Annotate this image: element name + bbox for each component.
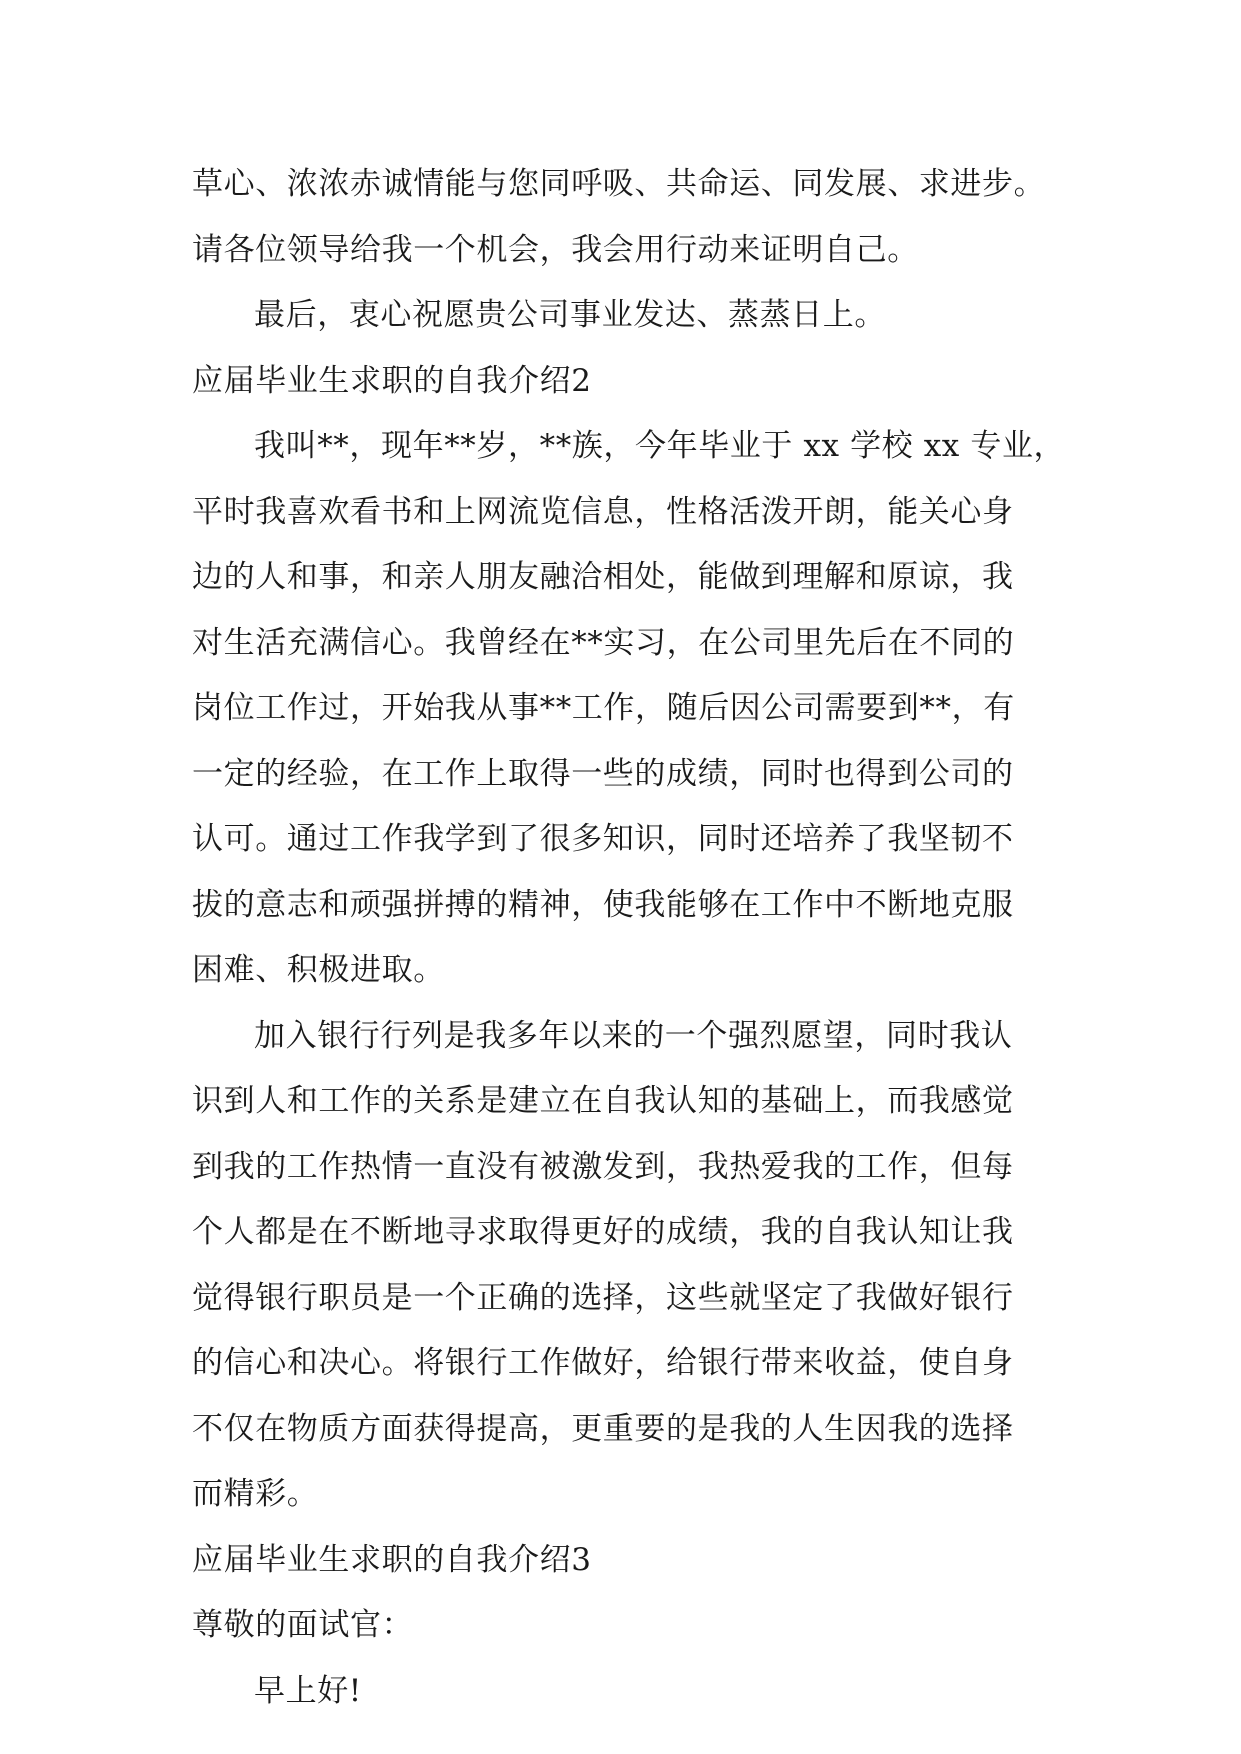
text-line: 请各位领导给我一个机会，我会用行动来证明自己。 (192, 231, 919, 268)
greeting: 早上好! (254, 1672, 362, 1709)
text-line: 边的人和事，和亲人朋友融洽相处，能做到理解和原谅，我 (192, 559, 1014, 595)
text-line: 一定的经验，在工作上取得一些的成绩，同时也得到公司的 (192, 755, 1014, 792)
text-line: 困难、积极进取。 (192, 952, 445, 988)
text-line: 的信心和决心。将银行工作做好，给银行带来收益，使自身 (192, 1345, 1014, 1381)
salutation: 尊敬的面试官： (192, 1607, 414, 1643)
text-line: 加入银行行列是我多年以来的一个强烈愿望，同时我认 (254, 1017, 1013, 1054)
section-2-paragraph-1-continued (192, 480, 1052, 1004)
closing-wish-paragraph: 最后，衷心祝愿贵公司事业发达、蒸蒸日上。 (254, 297, 886, 333)
section-2-paragraph-2-continued (192, 1069, 1052, 1528)
text-line: 不仅在物质方面获得提高，更重要的是我的人生因我的选择 (192, 1410, 1014, 1447)
section-3-heading: 应届毕业生求职的自我介绍3 (192, 1541, 592, 1578)
text-line: 而精彩。 (192, 1476, 319, 1512)
text-line: 草心、浓浓赤诚情能与您同呼吸、共命运、同发展、求进步。 (192, 166, 1046, 202)
text-line: 我叫**，现年**岁，**族，今年毕业于 xx 学校 xx 专业， (254, 428, 1066, 464)
text-line: 到我的工作热情一直没有被激发到，我热爱我的工作，但每 (192, 1148, 1014, 1185)
continuation-paragraph (192, 152, 1052, 283)
text-line: 岗位工作过，开始我从事**工作，随后因公司需要到**，有 (192, 690, 1015, 726)
section-2-paragraph-1 (192, 414, 1066, 480)
text-line: 平时我喜欢看书和上网流览信息，性格活泼开朗，能关心身 (192, 493, 1014, 530)
document-body (192, 152, 1066, 1724)
text-line: 觉得银行职员是一个正确的选择，这些就坚定了我做好银行 (192, 1279, 1014, 1316)
section-2-paragraph-2 (192, 1004, 1052, 1070)
text-line: 认可。通过工作我学到了很多知识，同时还培养了我坚韧不 (192, 821, 1014, 857)
text-line: 识到人和工作的关系是建立在自我认知的基础上，而我感觉 (192, 1083, 1014, 1119)
text-line: 对生活充满信心。我曾经在**实习，在公司里先后在不同的 (192, 624, 1015, 661)
text-line: 个人都是在不断地寻求取得更好的成绩，我的自我认知让我 (192, 1214, 1014, 1250)
section-2-heading: 应届毕业生求职的自我介绍2 (192, 362, 592, 399)
text-line: 拔的意志和顽强拼搏的精神，使我能够在工作中不断地克服 (192, 886, 1014, 923)
